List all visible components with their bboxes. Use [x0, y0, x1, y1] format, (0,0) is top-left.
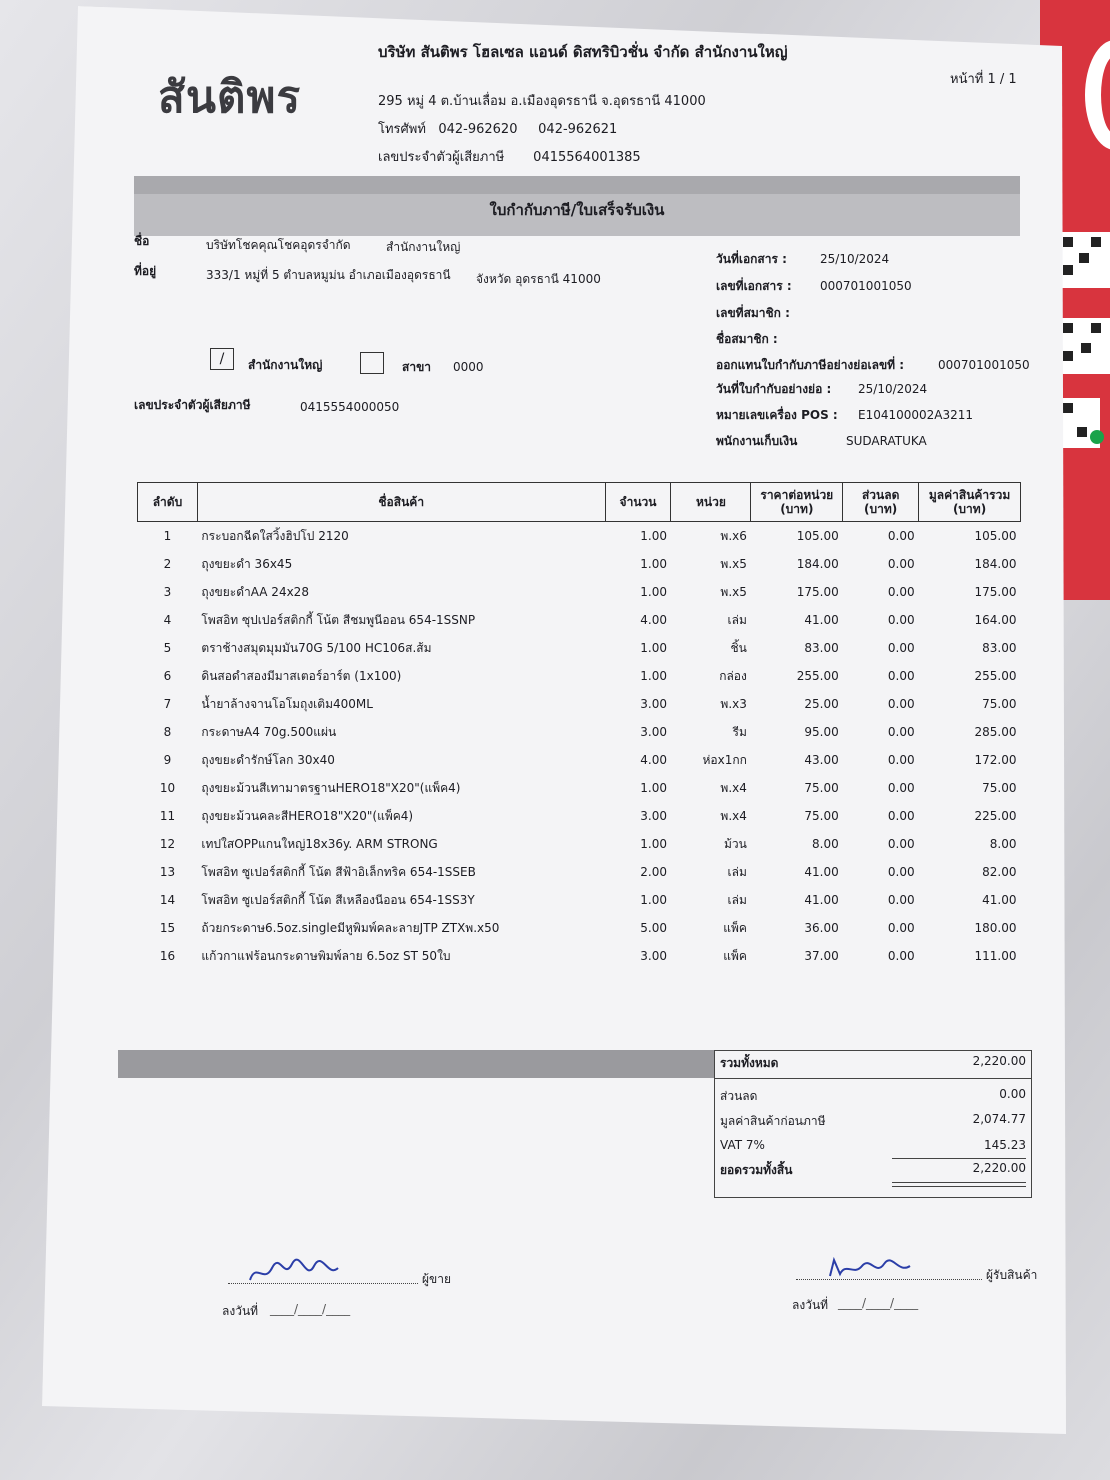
cell-no: 16	[159, 949, 176, 963]
cell-name: ถ้วยกระดาษ6.5oz.singleมีหูพิมพ์คละลายJTP ZTXพ.x50	[201, 920, 500, 935]
receiver-date-label: ลงวันที่	[792, 1298, 829, 1312]
cell-price: 75.00	[804, 809, 839, 823]
company-phone	[378, 118, 617, 139]
cell-unit: เล่ม	[727, 892, 747, 907]
doc-date-label: วันที่เอกสาร :	[716, 252, 787, 266]
table-row	[138, 690, 1021, 718]
company-taxid-value: 0415564001385	[533, 150, 641, 165]
cell-qty: 3.00	[640, 949, 667, 963]
member-number-label: เลขที่สมาชิก :	[716, 306, 790, 320]
document-title: ใบกำกับภาษี/ใบเสร็จรับเงิน	[489, 201, 665, 219]
table-row	[138, 858, 1021, 886]
cell-unit: เล่ม	[727, 612, 747, 627]
pretax-label: มูลค่าสินค้าก่อนภาษี	[720, 1114, 826, 1128]
abbr-invoice-date-label: วันที่ใบกำกับอย่างย่อ :	[716, 382, 832, 396]
grand-total-value: 2,220.00	[972, 1161, 1026, 1175]
cell-qty: 3.00	[640, 809, 667, 823]
cell-no: 12	[159, 837, 176, 851]
cell-discount: 0.00	[887, 809, 915, 823]
doc-number-label: เลขที่เอกสาร :	[716, 279, 792, 293]
cell-name: ดินสอดำสองมีมาสเตอร์อาร์ต (1x100)	[201, 668, 402, 683]
branch-checkbox[interactable]	[360, 352, 384, 374]
cell-discount: 0.00	[887, 753, 915, 767]
cell-qty: 1.00	[640, 837, 667, 851]
cell-qty: 1.00	[640, 585, 667, 599]
cell-amount: 8.00	[989, 837, 1017, 851]
cell-no: 7	[163, 697, 172, 711]
customer-address: 333/1 หมู่ที่ 5 ตำบลหมูม่น อำเภอเมืองอุดรธานี	[206, 268, 451, 282]
vat-value: 145.23	[984, 1138, 1026, 1152]
table-row	[138, 886, 1021, 914]
cell-name: แก้วกาแฟร้อนกระดาษพิมพ์ลาย 6.5oz ST 50ใบ	[201, 948, 451, 963]
discount-value: 0.00	[999, 1087, 1026, 1101]
cell-amount: 285.00	[974, 725, 1017, 739]
summary-divider	[714, 1078, 1032, 1079]
customer-name: บริษัทโชคคุณโชคอุดรจำกัด	[206, 238, 351, 252]
cell-qty: 2.00	[640, 865, 667, 879]
col-header-no: ลำดับ	[138, 483, 198, 522]
cell-no: 15	[159, 921, 176, 935]
table-row	[138, 578, 1021, 606]
cell-name: น้ำยาล้างจานโอโมถุงเติม400ML	[201, 696, 373, 711]
vat-label: VAT 7%	[720, 1138, 765, 1152]
cell-price: 83.00	[804, 641, 839, 655]
cell-discount: 0.00	[887, 725, 915, 739]
company-name: บริษัท สันติพร โฮลเซล แอนด์ ดิสทริบิวชั่น จำกัด สำนักงานใหญ่	[378, 43, 788, 61]
cell-discount: 0.00	[887, 529, 915, 543]
cell-discount: 0.00	[887, 697, 915, 711]
cell-no: 9	[163, 753, 172, 767]
cell-discount: 0.00	[887, 865, 915, 879]
cell-qty: 3.00	[640, 697, 667, 711]
col-header-discount: ส่วนลด (บาท)	[843, 483, 919, 522]
table-header-row	[138, 483, 1021, 522]
cell-unit: พ.x5	[720, 584, 747, 599]
cell-amount: 175.00	[974, 585, 1017, 599]
total-label: รวมทั้งหมด	[720, 1056, 779, 1070]
col-header-price: ราคาต่อหน่วย (บาท)	[751, 483, 843, 522]
table-row	[138, 550, 1021, 578]
cell-name: กระดาษA4 70g.500แผ่น	[201, 724, 337, 739]
table-row	[138, 634, 1021, 662]
customer-province: จังหวัด อุดรธานี 41000	[476, 272, 601, 286]
cell-no: 10	[159, 781, 176, 795]
cashier-name: SUDARATUKA	[846, 434, 927, 448]
cell-price: 75.00	[804, 781, 839, 795]
company-taxid	[378, 146, 641, 167]
receiver-sign-line	[796, 1279, 982, 1280]
cell-qty: 5.00	[640, 921, 667, 935]
cell-qty: 1.00	[640, 893, 667, 907]
cell-discount: 0.00	[887, 949, 915, 963]
cell-amount: 83.00	[982, 641, 1017, 655]
cell-amount: 184.00	[974, 557, 1017, 571]
table-row	[138, 606, 1021, 634]
cell-unit: เล่ม	[727, 864, 747, 879]
cell-name: เทปใสOPPแกนใหญ่18x36y. ARM STRONG	[201, 836, 438, 851]
cashier-label: พนักงานเก็บเงิน	[716, 434, 798, 448]
seller-label: ผู้ขาย	[422, 1272, 452, 1286]
cell-discount: 0.00	[887, 781, 915, 795]
cell-unit: พ.x4	[720, 808, 747, 823]
cell-no: 3	[163, 585, 172, 599]
table-row	[138, 802, 1021, 830]
table-row	[138, 662, 1021, 690]
total-value: 2,220.00	[972, 1054, 1026, 1068]
company-taxid-label: เลขประจำตัวผู้เสียภาษี	[378, 150, 505, 165]
cell-name: ตราช้างสมุดมุมมัน70G 5/100 HC106ส.ส้ม	[201, 640, 432, 655]
cell-amount: 75.00	[982, 697, 1017, 711]
col-header-qty: จำนวน	[605, 483, 671, 522]
double-rule-2	[892, 1186, 1026, 1187]
pretax-value: 2,074.77	[972, 1112, 1026, 1126]
seller-sign-line	[228, 1283, 418, 1284]
cell-qty: 1.00	[640, 641, 667, 655]
page-number: หน้าที่ 1 / 1	[950, 72, 1017, 87]
cell-qty: 1.00	[640, 781, 667, 795]
pos-label: หมายเลขเครื่อง POS :	[716, 408, 838, 422]
cell-amount: 105.00	[974, 529, 1017, 543]
cell-qty: 1.00	[640, 529, 667, 543]
col-header-unit: หน่วย	[671, 483, 751, 522]
cell-name: ถุงขยะม้วนคละสีHERO18"X20"(แพ็ค4)	[201, 808, 414, 823]
cell-no: 1	[163, 529, 172, 543]
cell-amount: 75.00	[982, 781, 1017, 795]
cell-amount: 225.00	[974, 809, 1017, 823]
cell-amount: 180.00	[974, 921, 1017, 935]
customer-taxid: 0415554000050	[300, 400, 400, 414]
seller-date-slots: ____/____/____	[270, 1302, 351, 1316]
table-row	[138, 914, 1021, 942]
cell-name: กระบอกฉีดใสวิ้งฮิปโป 2120	[201, 528, 349, 543]
cell-name: ถุงขยะดำAA 24x28	[201, 584, 309, 599]
cell-qty: 1.00	[640, 669, 667, 683]
phone-label: โทรศัพท์	[378, 122, 426, 137]
cell-amount: 172.00	[974, 753, 1017, 767]
hq-label: สำนักงานใหญ่	[248, 358, 323, 372]
summary-bar	[118, 1050, 714, 1078]
abbr-invoice-date: 25/10/2024	[858, 382, 928, 396]
cell-qty: 1.00	[640, 557, 667, 571]
table-row	[138, 942, 1021, 970]
cell-unit: พ.x6	[720, 528, 747, 543]
branch-label: สาขา	[402, 360, 432, 374]
col-header-amount: มูลค่าสินค้ารวม (บาท)	[919, 483, 1021, 522]
cell-discount: 0.00	[887, 921, 915, 935]
phone-1: 042-962620	[438, 122, 518, 137]
cell-qty: 4.00	[640, 613, 667, 627]
cell-discount: 0.00	[887, 669, 915, 683]
cell-price: 41.00	[804, 613, 839, 627]
table-row	[138, 830, 1021, 858]
cell-price: 37.00	[804, 949, 839, 963]
phone-2: 042-962621	[538, 122, 618, 137]
cell-price: 36.00	[804, 921, 839, 935]
cell-discount: 0.00	[887, 837, 915, 851]
customer-address-label: ที่อยู่	[134, 264, 157, 278]
cell-no: 6	[163, 669, 172, 683]
cell-no: 8	[163, 725, 172, 739]
cell-name: ถุงขยะม้วนสีเทามาตรฐานHERO18"X20"(แพ็ค4)	[201, 780, 461, 795]
branch-number: 0000	[453, 360, 484, 374]
cell-unit: ม้วน	[724, 836, 747, 851]
cell-name: ถุงขยะดำรักษ์โลก 30x40	[201, 752, 335, 767]
cell-unit: แพ็ค	[723, 920, 747, 935]
cell-no: 5	[163, 641, 172, 655]
cell-amount: 164.00	[974, 613, 1017, 627]
cell-price: 255.00	[796, 669, 839, 683]
discount-label: ส่วนลด	[720, 1089, 758, 1103]
cell-discount: 0.00	[887, 893, 915, 907]
cell-qty: 3.00	[640, 725, 667, 739]
cell-qty: 4.00	[640, 753, 667, 767]
receiver-label: ผู้รับสินค้า	[986, 1268, 1038, 1282]
replace-invoice-number: 000701001050	[938, 358, 1030, 372]
cell-unit: แพ็ค	[723, 948, 747, 963]
cell-name: ถุงขยะดำ 36x45	[201, 556, 293, 571]
grand-total-label: ยอดรวมทั้งสิ้น	[720, 1163, 793, 1177]
cell-unit: ห่อx1กก	[702, 752, 747, 767]
company-address: 295 หมู่ 4 ต.บ้านเลื่อม อ.เมืองอุดรธานี จ.อุดรธานี 41000	[378, 94, 706, 109]
cell-discount: 0.00	[887, 613, 915, 627]
cell-price: 105.00	[796, 529, 839, 543]
items-table	[137, 482, 1021, 970]
cell-unit: รีม	[732, 724, 747, 739]
doc-number: 000701001050	[820, 279, 912, 293]
table-row	[138, 718, 1021, 746]
customer-taxid-label: เลขประจำตัวผู้เสียภาษี	[134, 398, 251, 412]
cell-discount: 0.00	[887, 557, 915, 571]
doc-date: 25/10/2024	[820, 252, 890, 266]
cell-price: 95.00	[804, 725, 839, 739]
replace-invoice-label: ออกแทนใบกำกับภาษีอย่างย่อเลขที่ :	[716, 358, 905, 372]
table-body	[138, 522, 1021, 971]
cell-price: 41.00	[804, 893, 839, 907]
cell-amount: 255.00	[974, 669, 1017, 683]
customer-name-label: ชื่อ	[134, 234, 150, 248]
cell-unit: พ.x3	[720, 696, 747, 711]
cell-discount: 0.00	[887, 641, 915, 655]
col-header-name: ชื่อสินค้า	[197, 483, 605, 522]
cell-name: โพสอิท ซุปเปอร์สติกกี้ โน้ต สีชมพูนีออน 654-1SSNP	[201, 612, 476, 627]
cell-price: 184.00	[796, 557, 839, 571]
receiver-date-slots: ____/____/____	[838, 1296, 919, 1310]
hq-checkbox[interactable]: /	[210, 348, 234, 370]
cell-name: โพสอิท ซูเปอร์สติกกี้ โน้ต สีฟ้าอิเล็กทริค 654-1SSEB	[201, 864, 476, 879]
cell-no: 14	[159, 893, 176, 907]
cell-no: 13	[159, 865, 176, 879]
cell-price: 43.00	[804, 753, 839, 767]
seller-signature	[244, 1254, 344, 1290]
cell-price: 25.00	[804, 697, 839, 711]
table-row	[138, 774, 1021, 802]
table-row	[138, 522, 1021, 551]
cell-amount: 111.00	[974, 949, 1017, 963]
cell-unit: กล่อง	[719, 668, 747, 683]
cell-price: 8.00	[812, 837, 839, 851]
pos-number: E104100002A3211	[858, 408, 974, 422]
cell-price: 175.00	[796, 585, 839, 599]
cell-no: 11	[159, 809, 176, 823]
cell-unit: พ.x5	[720, 556, 747, 571]
cell-amount: 82.00	[982, 865, 1017, 879]
seller-date-label: ลงวันที่	[222, 1304, 259, 1318]
double-rule-1	[892, 1182, 1026, 1183]
cell-name: โพสอิท ซูเปอร์สติกกี้ โน้ต สีเหลืองนีออน 654-1SS3Y	[201, 892, 475, 907]
table-row	[138, 746, 1021, 774]
cell-no: 4	[163, 613, 172, 627]
grand-total-rule	[892, 1158, 1026, 1159]
member-name-label: ชื่อสมาชิก :	[716, 332, 778, 346]
customer-branch-note: สำนักงานใหญ่	[386, 240, 461, 254]
cell-unit: ชิ้น	[730, 640, 747, 655]
cell-no: 2	[163, 557, 172, 571]
cell-price: 41.00	[804, 865, 839, 879]
company-logo: สันติพร	[158, 72, 302, 123]
cell-unit: พ.x4	[720, 780, 747, 795]
cell-discount: 0.00	[887, 585, 915, 599]
cell-amount: 41.00	[982, 893, 1017, 907]
